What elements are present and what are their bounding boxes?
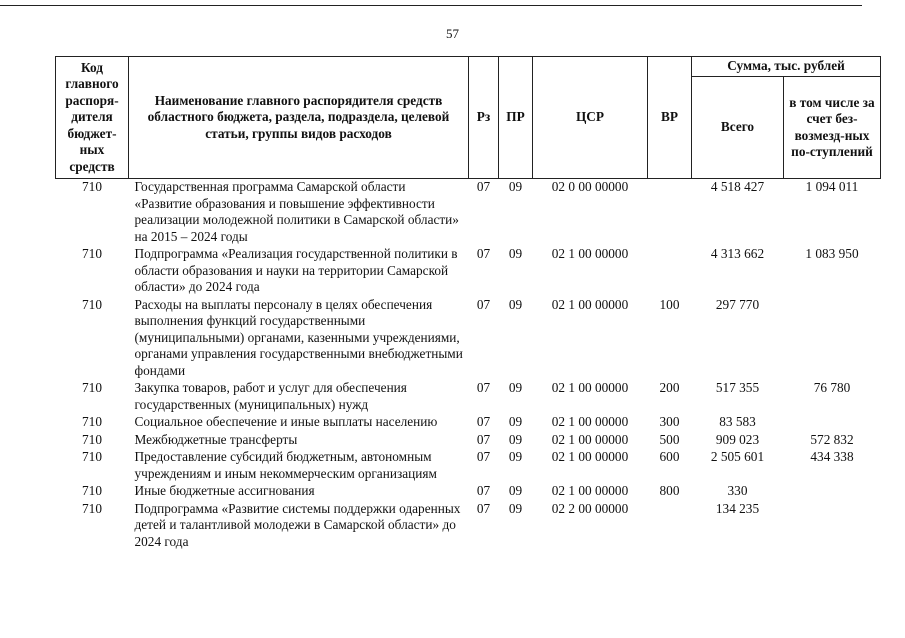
- row-csr: 02 1 00 00000: [551, 449, 629, 464]
- row-code: 710: [82, 483, 102, 498]
- row-csr: 02 1 00 00000: [551, 414, 629, 429]
- page-number: 57: [446, 26, 459, 41]
- row-pr: 09: [508, 296, 523, 312]
- row-pr: 09: [508, 380, 523, 395]
- row-rz: 07: [476, 431, 491, 447]
- row-name: Государственная программа Самарской области «Развитие образования и повышение эффективности реализации молодежной политики в Самарской области» на 2015 – 2024 годы: [134, 179, 459, 244]
- row-name: Подпрограмма «Развитие системы поддержки одаренных детей и талантливой молодежи в Самарской области» до 2024 года: [134, 500, 461, 549]
- header-name: Наименование главного распорядителя средств областного бюджета, раздела, подраздела, целевой статьи, группы видов расходов: [129, 57, 469, 179]
- table-row: [56, 179, 881, 247]
- row-total: 909 023: [715, 431, 760, 447]
- row-of-which: 434 338: [810, 449, 854, 464]
- table-row: [56, 380, 881, 414]
- row-rz: 07: [476, 483, 491, 498]
- row-name: Иные бюджетные ассигнования: [134, 483, 315, 498]
- row-total: 517 355: [715, 380, 760, 395]
- row-total: 4 313 662: [710, 246, 765, 261]
- row-pr: 09: [508, 414, 523, 429]
- row-rz: 07: [476, 500, 491, 516]
- top-rule: [0, 5, 862, 6]
- budget-table: [55, 56, 881, 551]
- row-name: Межбюджетные трансферты: [134, 431, 298, 447]
- row-vr: 500: [659, 431, 680, 447]
- row-of-which: 76 780: [813, 380, 851, 395]
- header-csr: ЦСР: [533, 57, 648, 179]
- header-pr: ПР: [499, 57, 533, 179]
- row-vr: 600: [659, 449, 680, 464]
- row-code: 710: [82, 431, 102, 447]
- row-csr: 02 0 00 00000: [551, 179, 629, 194]
- row-rz: 07: [476, 296, 491, 312]
- table-row: [56, 501, 881, 552]
- row-csr: 02 2 00 00000: [551, 500, 629, 516]
- row-csr: 02 1 00 00000: [551, 431, 629, 447]
- row-csr: 02 1 00 00000: [551, 246, 629, 261]
- row-code: 710: [82, 380, 102, 395]
- row-vr: 100: [659, 296, 680, 312]
- table-row: [56, 432, 881, 450]
- header-sum-group: Сумма, тыс. рублей: [692, 57, 881, 77]
- row-rz: 07: [476, 380, 491, 395]
- row-code: 710: [82, 246, 102, 261]
- row-code: 710: [82, 296, 102, 312]
- row-code: 710: [82, 500, 102, 516]
- header-of-which: в том числе за счет без-возмезд-ных по-ступлений: [784, 77, 881, 179]
- row-pr: 09: [508, 483, 523, 498]
- row-total: 83 583: [719, 414, 756, 429]
- row-of-which: 572 832: [810, 431, 854, 447]
- row-rz: 07: [476, 179, 491, 194]
- row-total: 134 235: [715, 500, 760, 516]
- row-pr: 09: [508, 500, 523, 516]
- row-vr: 200: [659, 380, 680, 395]
- table-row: [56, 483, 881, 501]
- row-of-which: [784, 483, 881, 501]
- row-total: 4 518 427: [710, 179, 765, 194]
- row-vr: 300: [659, 414, 680, 429]
- row-vr: [648, 246, 692, 297]
- row-csr: 02 1 00 00000: [551, 483, 629, 498]
- table-row: [56, 297, 881, 381]
- header-rz: Рз: [469, 57, 499, 179]
- row-total: 2 505 601: [710, 449, 765, 464]
- row-csr: 02 1 00 00000: [551, 380, 629, 395]
- row-rz: 07: [476, 246, 491, 261]
- row-of-which: [784, 297, 881, 381]
- row-csr: 02 1 00 00000: [551, 296, 629, 312]
- table-body: [56, 179, 881, 552]
- table-row: [56, 449, 881, 483]
- table-row: [56, 414, 881, 432]
- header-vr: ВР: [648, 57, 692, 179]
- row-name: Предоставление субсидий бюджетным, автономным учреждениям и иным некоммерческим организациям: [134, 449, 437, 481]
- row-code: 710: [82, 179, 102, 194]
- row-of-which: 1 094 011: [805, 179, 859, 194]
- row-pr: 09: [508, 431, 523, 447]
- row-vr: 800: [659, 483, 680, 498]
- row-name: Закупка товаров, работ и услуг для обеспечения государственных (муниципальных) нужд: [134, 380, 407, 412]
- header-code: Код главного распоря-дителя бюджет-ных средств: [56, 57, 129, 179]
- row-pr: 09: [508, 246, 523, 261]
- row-name: Расходы на выплаты персоналу в целях обеспечения выполнения функций государственными (муниципальными) органами, казенными учреждениями, органами управления государственными внебюджетными фондами: [134, 296, 463, 378]
- row-vr: [648, 501, 692, 552]
- row-of-which: [784, 414, 881, 432]
- row-rz: 07: [476, 414, 491, 429]
- row-name: Социальное обеспечение и иные выплаты населению: [134, 414, 438, 429]
- row-vr: [648, 179, 692, 247]
- row-name: Подпрограмма «Реализация государственной политики в области образования и науки на территории Самарской области» до 2024 года: [134, 246, 458, 294]
- header-total: Всего: [692, 77, 784, 179]
- row-pr: 09: [508, 179, 523, 194]
- row-of-which: 1 083 950: [805, 246, 859, 261]
- row-total: 297 770: [715, 296, 760, 312]
- row-of-which: [784, 501, 881, 552]
- row-total: 330: [727, 483, 748, 498]
- table-row: [56, 246, 881, 297]
- row-code: 710: [82, 414, 102, 429]
- row-code: 710: [82, 449, 102, 464]
- row-pr: 09: [508, 449, 523, 464]
- row-rz: 07: [476, 449, 491, 464]
